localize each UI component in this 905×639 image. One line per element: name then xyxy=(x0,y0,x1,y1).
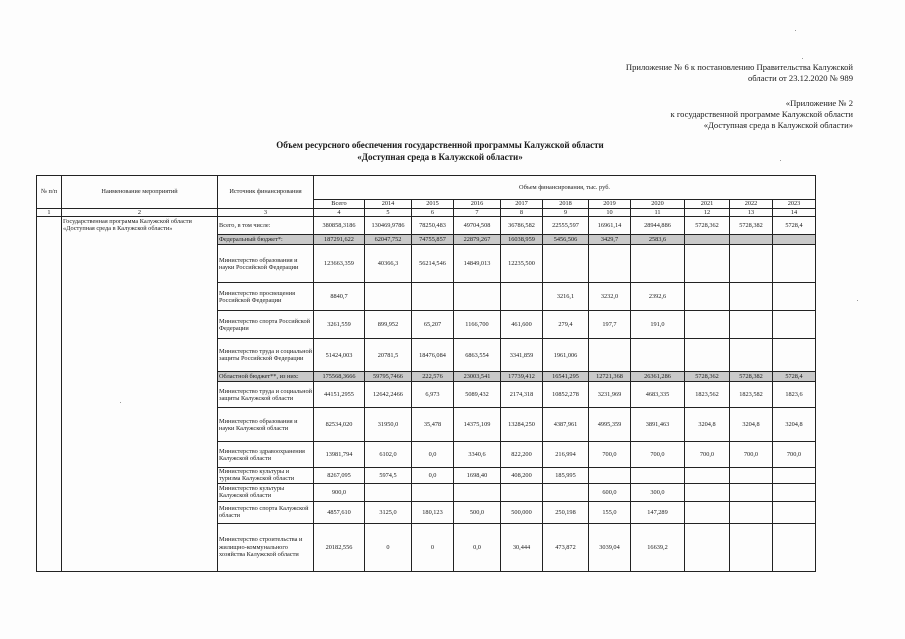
header-year: Всего xyxy=(314,200,365,209)
amount-cell: 155,0 xyxy=(589,501,631,523)
amount-cell: 175568,3666 xyxy=(314,372,365,382)
amount-cell: 14849,013 xyxy=(454,245,501,283)
amount-cell: 20182,556 xyxy=(314,523,365,571)
amount-cell xyxy=(685,311,730,339)
column-number: 11 xyxy=(631,209,685,217)
amount-cell: 5728,4 xyxy=(773,372,816,382)
amount-cell: 16961,14 xyxy=(589,217,631,235)
amount-cell: 500,0 xyxy=(454,501,501,523)
scan-artifact xyxy=(795,30,796,31)
amount-cell: 250,198 xyxy=(543,501,589,523)
amount-cell xyxy=(730,523,773,571)
amount-cell: 3039,04 xyxy=(589,523,631,571)
amount-cell xyxy=(730,501,773,523)
amount-cell xyxy=(589,339,631,372)
header-year: 2020 xyxy=(631,200,685,209)
amount-cell: 31950,0 xyxy=(365,408,412,442)
amount-cell xyxy=(730,468,773,483)
amount-cell: 1698,40 xyxy=(454,468,501,483)
amount-cell xyxy=(412,483,454,501)
amount-cell: 5089,432 xyxy=(454,382,501,408)
amount-cell: 36786,582 xyxy=(501,217,543,235)
amount-cell: 380858,3186 xyxy=(314,217,365,235)
amount-cell xyxy=(730,235,773,245)
column-number: 2 xyxy=(62,209,218,217)
amount-cell: 16541,295 xyxy=(543,372,589,382)
amount-cell xyxy=(685,339,730,372)
column-number: 5 xyxy=(365,209,412,217)
amount-cell: 700,0 xyxy=(773,442,816,468)
header-year: 2019 xyxy=(589,200,631,209)
column-number: 7 xyxy=(454,209,501,217)
header-year: 2016 xyxy=(454,200,501,209)
column-number: 9 xyxy=(543,209,589,217)
column-numbers-row xyxy=(37,209,816,217)
amount-cell: 16038,959 xyxy=(501,235,543,245)
amount-cell xyxy=(412,283,454,311)
amount-cell: 2583,6 xyxy=(631,235,685,245)
amount-cell: 3429,7 xyxy=(589,235,631,245)
header-year: 2023 xyxy=(773,200,816,209)
amount-cell: 3231,969 xyxy=(589,382,631,408)
amount-cell: 65,207 xyxy=(412,311,454,339)
amount-cell xyxy=(773,245,816,283)
header-funding-source: Источник финансирования xyxy=(218,176,314,209)
amount-cell xyxy=(773,501,816,523)
amount-cell: 461,600 xyxy=(501,311,543,339)
amount-cell: 5728,362 xyxy=(685,372,730,382)
amount-cell: 0,0 xyxy=(454,523,501,571)
amount-cell: 1166,700 xyxy=(454,311,501,339)
amount-cell: 14375,109 xyxy=(454,408,501,442)
amount-cell: 10852,278 xyxy=(543,382,589,408)
amount-cell: 8267,095 xyxy=(314,468,365,483)
amount-cell xyxy=(631,339,685,372)
amount-cell: 700,0 xyxy=(589,442,631,468)
amount-cell: 191,0 xyxy=(631,311,685,339)
amount-cell: 8840,7 xyxy=(314,283,365,311)
amount-cell: 20781,5 xyxy=(365,339,412,372)
amount-cell: 3204,8 xyxy=(730,408,773,442)
amount-cell: 44151,2955 xyxy=(314,382,365,408)
amount-cell: 13284,250 xyxy=(501,408,543,442)
column-number: 12 xyxy=(685,209,730,217)
amount-cell: 222,576 xyxy=(412,372,454,382)
amount-cell: 18476,084 xyxy=(412,339,454,372)
appendix-line-2: области от 23.12.2020 № 989 xyxy=(747,73,853,83)
amount-cell: 1823,562 xyxy=(685,382,730,408)
amount-cell xyxy=(685,283,730,311)
amount-cell: 473,872 xyxy=(543,523,589,571)
amount-cell: 185,995 xyxy=(543,468,589,483)
funding-source-cell: Министерство культуры Калужской области xyxy=(218,483,314,501)
amount-cell: 500,000 xyxy=(501,501,543,523)
header-year: 2014 xyxy=(365,200,412,209)
title-line-2: «Доступная среда в Калужской области» xyxy=(357,151,523,162)
funding-source-cell: Министерство просвещения Российской Федерации xyxy=(218,283,314,311)
header-activity-name: Наименование мероприятий xyxy=(62,176,218,209)
row-index-cell xyxy=(37,217,62,571)
amount-cell: 3340,6 xyxy=(454,442,501,468)
amount-cell xyxy=(685,483,730,501)
amount-cell: 600,0 xyxy=(589,483,631,501)
amount-cell xyxy=(365,283,412,311)
amount-cell: 700,0 xyxy=(685,442,730,468)
amount-cell: 300,0 xyxy=(631,483,685,501)
column-number: 1 xyxy=(37,209,62,217)
amount-cell: 62047,752 xyxy=(365,235,412,245)
amount-cell xyxy=(773,235,816,245)
header-year: 2017 xyxy=(501,200,543,209)
program-name-cell: Государственная программа Калужской области «Доступная среда в Калужской области» xyxy=(62,217,218,571)
amount-cell: 22879,267 xyxy=(454,235,501,245)
amount-cell: 1823,6 xyxy=(773,382,816,408)
amount-cell xyxy=(631,468,685,483)
amount-cell xyxy=(685,235,730,245)
amount-cell xyxy=(365,483,412,501)
amount-cell: 5728,4 xyxy=(773,217,816,235)
column-number: 10 xyxy=(589,209,631,217)
amount-cell: 6102,0 xyxy=(365,442,412,468)
funding-source-cell: Федеральный бюджет*: xyxy=(218,235,314,245)
amount-cell: 4857,610 xyxy=(314,501,365,523)
column-number: 13 xyxy=(730,209,773,217)
header-year: 2018 xyxy=(543,200,589,209)
amount-cell: 5974,5 xyxy=(365,468,412,483)
amount-cell: 56214,546 xyxy=(412,245,454,283)
amount-cell xyxy=(773,523,816,571)
amount-cell xyxy=(730,483,773,501)
amount-cell xyxy=(589,468,631,483)
amount-cell: 4387,961 xyxy=(543,408,589,442)
amount-cell: 3341,859 xyxy=(501,339,543,372)
amount-cell: 12721,368 xyxy=(589,372,631,382)
funding-source-cell: Всего, в том числе: xyxy=(218,217,314,235)
amount-cell xyxy=(773,311,816,339)
funding-source-cell: Министерство спорта Калужской области xyxy=(218,501,314,523)
amount-cell: 123663,359 xyxy=(314,245,365,283)
amount-cell: 5728,362 xyxy=(685,217,730,235)
amount-cell xyxy=(730,245,773,283)
header-year: 2022 xyxy=(730,200,773,209)
amount-cell: 187291,622 xyxy=(314,235,365,245)
amount-cell: 51424,003 xyxy=(314,339,365,372)
column-number: 8 xyxy=(501,209,543,217)
amount-cell: 3125,0 xyxy=(365,501,412,523)
amount-cell: 5728,382 xyxy=(730,372,773,382)
amount-cell: 822,200 xyxy=(501,442,543,468)
amount-cell: 3216,1 xyxy=(543,283,589,311)
amount-cell xyxy=(773,283,816,311)
scan-artifact xyxy=(802,58,803,59)
document-title xyxy=(200,140,680,163)
amount-cell: 0,0 xyxy=(412,442,454,468)
amount-cell: 12642,2466 xyxy=(365,382,412,408)
amount-cell: 82534,020 xyxy=(314,408,365,442)
column-number: 4 xyxy=(314,209,365,217)
amount-cell: 5728,382 xyxy=(730,217,773,235)
amount-cell xyxy=(454,283,501,311)
amount-cell xyxy=(685,468,730,483)
amount-cell: 3204,8 xyxy=(685,408,730,442)
amount-cell: 6,973 xyxy=(412,382,454,408)
scan-artifact xyxy=(120,402,121,403)
amount-cell xyxy=(685,501,730,523)
amount-cell xyxy=(501,283,543,311)
amount-cell: 13981,794 xyxy=(314,442,365,468)
amount-cell xyxy=(543,245,589,283)
amount-cell xyxy=(773,468,816,483)
amount-cell: 0 xyxy=(412,523,454,571)
column-number: 14 xyxy=(773,209,816,217)
amount-cell: 899,952 xyxy=(365,311,412,339)
amount-cell xyxy=(685,523,730,571)
title-line-1: Объем ресурсного обеспечения государственной программы Калужской области xyxy=(276,140,604,150)
amount-cell: 700,0 xyxy=(730,442,773,468)
amount-cell: 3204,8 xyxy=(773,408,816,442)
amount-cell: 3261,559 xyxy=(314,311,365,339)
funding-source-cell: Министерство образования и науки Калужской области xyxy=(218,408,314,442)
amount-cell: 4995,359 xyxy=(589,408,631,442)
amount-cell: 49704,508 xyxy=(454,217,501,235)
funding-source-cell: Министерство спорта Российской Федерации xyxy=(218,311,314,339)
amount-cell: 16639,2 xyxy=(631,523,685,571)
amount-cell: 900,0 xyxy=(314,483,365,501)
program-reference xyxy=(671,98,853,131)
amount-cell: 6863,554 xyxy=(454,339,501,372)
column-number: 3 xyxy=(218,209,314,217)
appendix-line-1: Приложение № 6 к постановлению Правительства Калужской xyxy=(625,62,853,72)
amount-cell: 147,289 xyxy=(631,501,685,523)
amount-cell: 5456,506 xyxy=(543,235,589,245)
amount-cell: 23003,541 xyxy=(454,372,501,382)
amount-cell: 0,0 xyxy=(412,468,454,483)
amount-cell xyxy=(543,483,589,501)
amount-cell: 279,4 xyxy=(543,311,589,339)
amount-cell: 1961,006 xyxy=(543,339,589,372)
amount-cell: 130469,9786 xyxy=(365,217,412,235)
amount-cell xyxy=(685,245,730,283)
scan-artifact xyxy=(857,300,858,301)
program-line-2: к государственной программе Калужской области xyxy=(670,109,853,119)
funding-source-cell: Министерство строительства и жилищно-коммунального хозяйства Калужской области xyxy=(218,523,314,571)
funding-source-cell: Министерство культуры и туризма Калужской области xyxy=(218,468,314,483)
amount-cell: 0 xyxy=(365,523,412,571)
amount-cell: 2392,6 xyxy=(631,283,685,311)
program-line-1: «Приложение № 2 xyxy=(785,98,853,108)
funding-source-cell: Министерство труда и социальной защиты Калужской области xyxy=(218,382,314,408)
amount-cell: 74755,857 xyxy=(412,235,454,245)
amount-cell: 28944,886 xyxy=(631,217,685,235)
scan-artifact xyxy=(780,160,781,161)
amount-cell: 40366,3 xyxy=(365,245,412,283)
amount-cell xyxy=(773,483,816,501)
appendix-reference xyxy=(626,62,853,84)
funding-source-cell: Министерство здравоохранения Калужской области xyxy=(218,442,314,468)
amount-cell xyxy=(730,283,773,311)
amount-cell xyxy=(454,483,501,501)
header-funding-volume: Объем финансирования, тыс. руб. xyxy=(314,176,816,200)
amount-cell: 17739,412 xyxy=(501,372,543,382)
amount-cell: 700,0 xyxy=(631,442,685,468)
amount-cell xyxy=(501,483,543,501)
table-row xyxy=(37,217,816,235)
funding-source-cell: Областной бюджет**, из них: xyxy=(218,372,314,382)
amount-cell: 26361,286 xyxy=(631,372,685,382)
header-index: № п/п xyxy=(37,176,62,209)
amount-cell: 22555,597 xyxy=(543,217,589,235)
amount-cell xyxy=(730,339,773,372)
amount-cell: 59795,7466 xyxy=(365,372,412,382)
amount-cell: 197,7 xyxy=(589,311,631,339)
funding-source-cell: Министерство образования и науки Российской Федерации xyxy=(218,245,314,283)
amount-cell: 180,123 xyxy=(412,501,454,523)
amount-cell: 3232,0 xyxy=(589,283,631,311)
amount-cell: 78250,483 xyxy=(412,217,454,235)
amount-cell: 4683,335 xyxy=(631,382,685,408)
funding-source-cell: Министерство труда и социальной защиты Российской Федерации xyxy=(218,339,314,372)
amount-cell: 2174,318 xyxy=(501,382,543,408)
amount-cell: 1823,582 xyxy=(730,382,773,408)
amount-cell xyxy=(730,311,773,339)
amount-cell: 216,994 xyxy=(543,442,589,468)
header-year: 2015 xyxy=(412,200,454,209)
program-line-3: «Доступная среда в Калужской области» xyxy=(703,120,853,130)
amount-cell xyxy=(589,245,631,283)
header-year: 2021 xyxy=(685,200,730,209)
amount-cell: 3891,463 xyxy=(631,408,685,442)
amount-cell: 35,478 xyxy=(412,408,454,442)
column-number: 6 xyxy=(412,209,454,217)
amount-cell xyxy=(773,339,816,372)
funding-table xyxy=(36,175,816,572)
amount-cell xyxy=(631,245,685,283)
amount-cell: 12235,500 xyxy=(501,245,543,283)
amount-cell: 30,444 xyxy=(501,523,543,571)
amount-cell: 408,200 xyxy=(501,468,543,483)
